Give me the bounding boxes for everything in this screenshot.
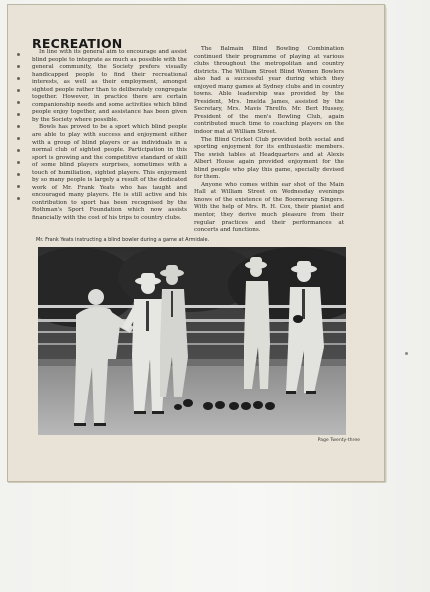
left-column [32, 49, 187, 223]
bowling-photo [38, 247, 346, 435]
scan-speck [405, 352, 408, 355]
right-paragraph-2: The Blind Cricket Club provided both social and sporting enjoyment for its enthusiastic members. The swish tables at Headquarters and at Alexis Albert House again provided enjoyment for the blind people who play this game, specially devised for them. [194, 136, 344, 181]
right-paragraph-3: Anyone who comes within ear shot of the Main Hall at William Street on Wednesday evenings knows of the existence of the Boomerang Singers. With the help of Mrs. R. H. Cox, their pianist and mentor, they derive much pleasure from their regular practices and their performances at concerts and functions. [194, 181, 344, 234]
binding-holes [17, 53, 20, 203]
right-paragraph-1: The Balmain Blind Bowling Combination continued their programme of playing at various clubs throughout the metropolitan and country districts. The William Street Blind Women Bowlers also had a successful year during which they enjoyed many games at Sydney clubs and in country towns. Able leadership was provided by the President, Mrs. Imelda James, assisted by the Secretary, Mrs. Mavis Threlfo. Mr. Bert Hussey, President of the men's Bowling Club, again contributed much time to coaching players on the indoor mat at William Street. [194, 46, 344, 136]
right-column [194, 46, 344, 235]
left-paragraph-2: Bowls has proved to be a sport which blind people are able to play with success and enjoyment either with a group of blind players or as individuals in a normal club of sighted people. Participation in this sport is growing and the competitive standard of skill of some blind players surprises, sometimes with a touch of humiliation, sighted players. This enjoyment by so many people is largely a result of the dedicated work of Mr. Frank Yeats who has taught and encouraged many players. He is still active and his contribution to sport has been recognised by the Rothman's Sport Foundation which now assists financially with the cost of his trips to country clubs. [32, 124, 187, 222]
page-number: Page Twenty-three [317, 438, 360, 443]
left-paragraph-1: In line with its general aim to encourage and assist blind people to integrate as much as possible with the general community, the Society prefers visually handicapped people to find their recreational interests, as well as their employment, amongst sighted people rather than to deliberately congregate together. However, in practice there are certain companionship needs and some activities which blind people enjoy together, and assistance has been given by the Society where possible. [32, 49, 187, 123]
photo-caption: Mr. Frank Yeats instructing a blind bowler during a game at Armidale. [36, 237, 210, 243]
section-title: RECREATION [32, 36, 123, 51]
